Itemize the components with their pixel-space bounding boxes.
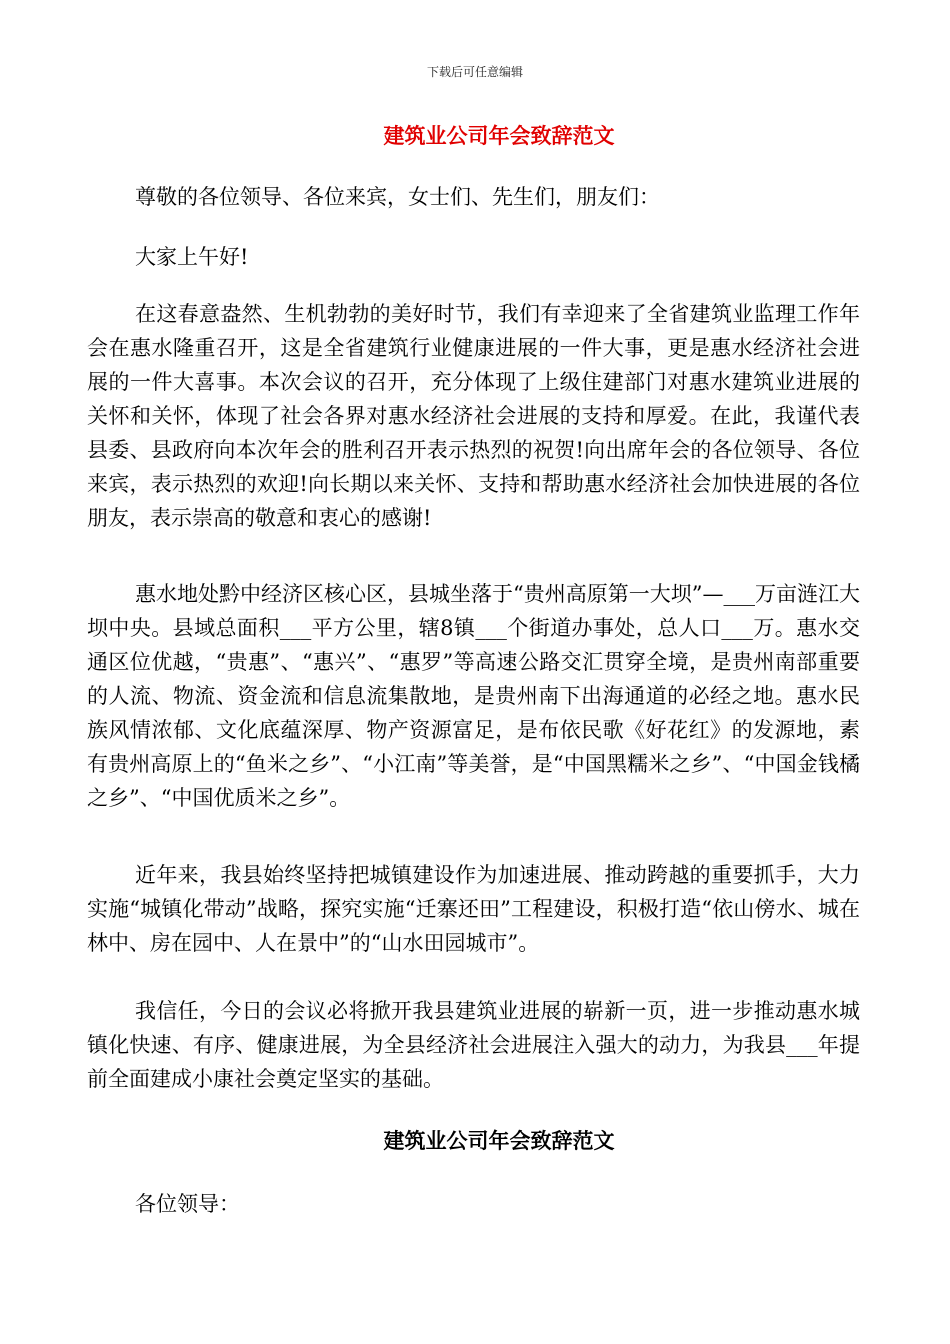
second-salutation: 各位领导：	[135, 1192, 240, 1216]
second-title: 建筑业公司年会致辞范文	[383, 1128, 615, 1153]
paragraph-county-intro: 惠水地处黔中经济区核心区，县城坐落于“贵州高原第一大坝”—___万亩涟江大坝中央。县域总面积___平方公里，辖8镇___个街道办事处，总人口___万。惠水交通区位优越，“贵惠”、“惠兴”、“惠罗”等高速公路交汇贯穿全境，是贵州南部重要的人流、物流、资金流和信息流集散地，是贵州南下出海通道的必经之地。惠水民族风情浓郁、文化底蕴深厚、物产资源富足，是布依民歌《好花红》的发源地，素有贵州高原上的“鱼米之乡”、“小江南”等美誉，是“中国黑糯米之乡”、“中国金钱橘之乡”、“中国优质米之乡”。	[87, 582, 860, 810]
paragraph-urbanization: 近年来，我县始终坚持把城镇建设作为加速进展、推动跨越的重要抓手，大力实施“城镇化带动”战略，探究实施“迁寨还田”工程建设，积极打造“依山傍水、城在林中、房在园中、人在景中”的“山水田园城市”。	[87, 863, 860, 955]
salutation: 尊敬的各位领导、各位来宾，女士们、先生们，朋友们：	[135, 185, 660, 209]
greeting: 大家上午好!	[135, 245, 249, 269]
paragraph-welcome: 在这春意盎然、生机勃勃的美好时节，我们有幸迎来了全省建筑业监理工作年会在惠水隆重召开，这是全省建筑行业健康进展的一件大事，更是惠水经济社会进展的一件大喜事。本次会议的召开，充分体现了上级住建部门对惠水建筑业进展的关怀和关怀，体现了社会各界对惠水经济社会进展的支持和厚爱。在此，我谨代表县委、县政府向本次年会的胜利召开表示热烈的祝贺!向出席年会的各位领导、各位来宾，表示热烈的欢迎!向长期以来关怀、支持和帮助惠水经济社会加快进展的各位朋友，表示崇高的敬意和衷心的感谢!	[87, 302, 860, 530]
header-note: 下载后可任意编辑	[426, 65, 523, 79]
document-title: 建筑业公司年会致辞范文	[383, 123, 615, 148]
paragraph-closing: 我信任，今日的会议必将掀开我县建筑业进展的崭新一页，进一步推动惠水城镇化快速、有序、健康进展，为全县经济社会进展注入强大的动力，为我县___年提前全面建成小康社会奠定坚实的基础。	[87, 999, 860, 1091]
